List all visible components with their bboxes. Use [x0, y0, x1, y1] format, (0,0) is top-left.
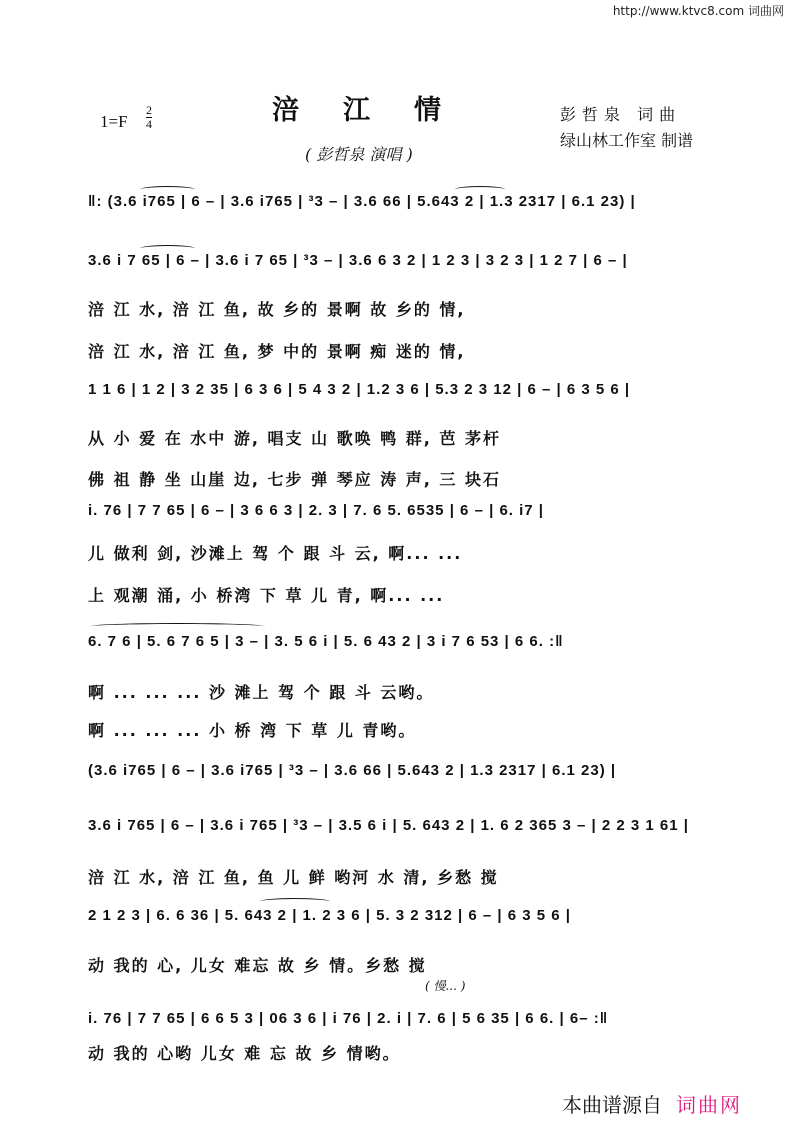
meter-numerator: 2 [146, 103, 152, 117]
performer-credit: ( 彭哲泉 演唱 ) [305, 145, 413, 164]
lyric-line: 啊 ... ... ... 小 桥 湾 下 草 儿 青哟。 [88, 721, 417, 740]
lyric-line: 涪 江 水, 涪 江 鱼, 故 乡的 景啊 故 乡的 情, [88, 300, 466, 319]
slur-mark [140, 186, 195, 193]
slur-mark [140, 245, 195, 252]
slur-mark [260, 898, 330, 905]
lyric-line: 啊 ... ... ... 沙 滩上 驾 个 跟 斗 云哟。 [88, 683, 435, 702]
notation-line: 2 1 2 3 | 6. 6 36 | 5. 643 2 | 1. 2 3 6 | 5. 3 2 312 | 6 – | 6 3 5 6 | [88, 907, 571, 924]
lyric-line: 儿 做利 剑, 沙滩上 驾 个 跟 斗 云, 啊... ... [88, 544, 463, 563]
notation-line: 6. 7 6 | 5. 6 7 6 5 | 3 – | 3. 5 6 i | 5. 6 43 2 | 3 i 7 6 53 | 6 6. :‖ [88, 633, 564, 650]
lyric-line: 上 观潮 涌, 小 桥湾 下 草 儿 青, 啊... ... [88, 586, 445, 605]
meter-denominator: 4 [146, 117, 152, 131]
song-title: 涪江情 [272, 95, 485, 126]
time-signature [146, 104, 152, 131]
notation-line: i. 76 | 7 7 65 | 6 6 5 3 | 06 3 6 | i 76 | 2. i | 7. 6 | 5 6 35 | 6 6. | 6– :‖ [88, 1010, 609, 1027]
slur-mark [455, 186, 505, 193]
lyric-line: 涪 江 水, 涪 江 鱼, 梦 中的 景啊 痴 迷的 情, [88, 342, 466, 361]
tempo-marking: ( 慢... ) [425, 979, 466, 993]
footer-brand[interactable]: 词曲网 [676, 1093, 742, 1117]
slur-mark [90, 623, 265, 630]
source-footer [562, 1089, 742, 1118]
notation-line: 3.6 i 765 | 6 – | 3.6 i 765 | ³3 – | 3.5 6 i | 5. 643 2 | 1. 6 2 365 3 – | 2 2 3 1 61 | [88, 817, 689, 834]
lyric-line: 动 我的 心哟 儿女 难 忘 故 乡 情哟。 [88, 1044, 401, 1063]
lyric-line: 佛 祖 静 坐 山崖 边, 七步 弹 琴应 涛 声, 三 块石 [88, 470, 502, 489]
notation-line: 1 1 6 | 1 2 | 3 2 35 | 6 3 6 | 5 4 3 2 | 1.2 3 6 | 5.3 2 3 12 | 6 – | 6 3 5 6 | [88, 381, 631, 398]
watermark-url: http://www.ktvc8.com 词曲网 [612, 4, 784, 18]
notation-line: ‖: (3.6 i765 | 6 – | 3.6 i765 | ³3 – | 3.6 66 | 5.643 2 | 1.3 2317 | 6.1 23) | [88, 193, 636, 210]
notation-line: i. 76 | 7 7 65 | 6 – | 3 6 6 3 | 2. 3 | 7. 6 5. 6535 | 6 – | 6. i7 | [88, 502, 544, 519]
composer-credit: 彭哲泉 词曲 [560, 105, 682, 124]
arranger-credit: 绿山林工作室 制谱 [560, 131, 694, 150]
lyric-line: 涪 江 水, 涪 江 鱼, 鱼 儿 鲜 哟河 水 清, 乡愁 搅 [88, 868, 499, 887]
footer-prefix: 本曲谱源自 [562, 1093, 662, 1117]
lyric-line: 动 我的 心, 儿女 难忘 故 乡 情。乡愁 搅 [88, 956, 427, 975]
key-signature: 1=F [100, 112, 128, 131]
notation-line: (3.6 i765 | 6 – | 3.6 i765 | ³3 – | 3.6 66 | 5.643 2 | 1.3 2317 | 6.1 23) | [88, 762, 617, 779]
lyric-line: 从 小 爱 在 水中 游, 唱支 山 歌唤 鸭 群, 芭 茅杆 [88, 429, 502, 448]
notation-line: 3.6 i 7 65 | 6 – | 3.6 i 7 65 | ³3 – | 3.6 6 3 2 | 1 2 3 | 3 2 3 | 1 2 7 | 6 – | [88, 252, 628, 269]
